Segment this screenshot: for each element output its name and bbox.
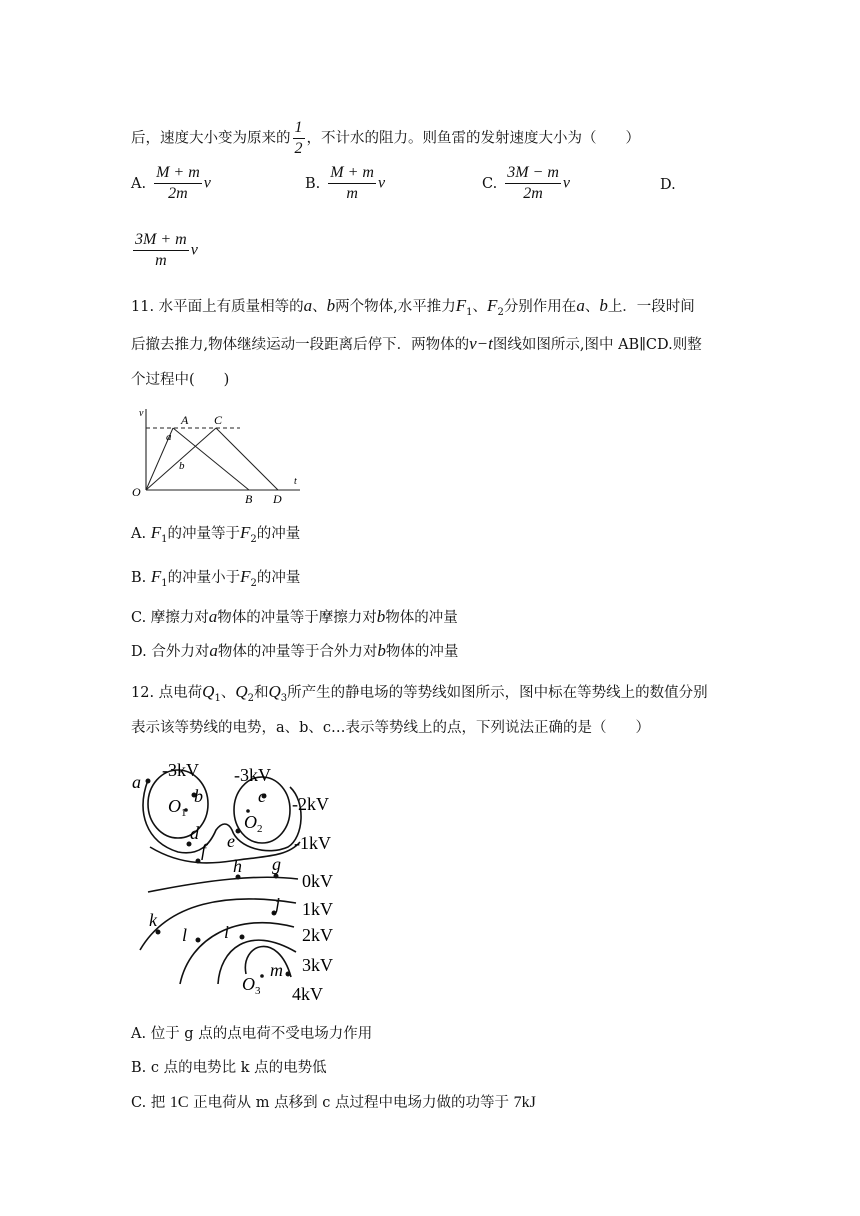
frac-num: M + m — [154, 163, 202, 184]
stem-text: 和 — [253, 685, 269, 701]
option-text: C. 摩擦力对 — [131, 610, 209, 626]
stem-text: 分别作用在 — [503, 299, 577, 315]
label-c: c — [258, 786, 266, 806]
q11-stem-line-3 — [131, 370, 229, 390]
label-f: f — [201, 840, 207, 860]
var-a: a — [576, 296, 585, 315]
label-4kV: 4kV — [292, 984, 323, 1004]
var-v: v — [190, 241, 198, 259]
label-b: b — [179, 460, 185, 472]
label-O1: $O_1$ — [168, 796, 187, 819]
frac-num: 3M + m — [133, 230, 189, 251]
label-i: i — [224, 922, 230, 942]
option-text: C. 把 — [131, 1095, 170, 1111]
line-OC — [146, 428, 216, 490]
point-g — [274, 874, 279, 879]
vt-graph — [128, 404, 306, 506]
option-text: 的冲量 — [256, 570, 301, 586]
point-f — [196, 859, 201, 864]
sep: 、 — [312, 299, 327, 315]
var-b: b — [599, 296, 608, 315]
stem-text: 两个物体,水平推力 — [335, 299, 456, 315]
var-v: v — [377, 174, 386, 192]
option-fraction — [505, 163, 561, 204]
sep: 、 — [584, 299, 600, 315]
label-j: j — [275, 894, 281, 914]
q11-option-c[interactable] — [131, 607, 458, 628]
stem-text: 个过程中( ) — [131, 372, 230, 388]
q11-option-d[interactable] — [131, 641, 458, 662]
q11-option-b[interactable] — [131, 567, 300, 594]
stem-text: 所产生的静电场的等势线如图所示，图中标在等势线上的数值分别 — [287, 685, 708, 701]
q10-stem-text-2: ，不计水的阻力。则鱼雷的发射速度大小为（ ） — [306, 130, 640, 147]
value-1C: 1C — [169, 1094, 189, 1111]
var-Q: Q — [235, 682, 248, 701]
var-F: F — [150, 523, 162, 542]
equipotential-diagram — [128, 752, 378, 1008]
option-text: 的冲量小于 — [167, 570, 241, 586]
label-h: h — [233, 856, 242, 876]
q11-stem-line-2 — [131, 334, 702, 355]
sub: 1 — [214, 692, 221, 704]
label-k: k — [149, 910, 157, 930]
option-text: 的冲量 — [256, 526, 301, 542]
frac-den: m — [155, 252, 167, 269]
label-2kV: 2kV — [302, 925, 333, 945]
var-Q: Q — [202, 682, 215, 701]
label-m: m — [270, 960, 283, 980]
q10-option-d-label[interactable] — [660, 175, 676, 195]
frac-num: 3M − m — [505, 163, 561, 184]
line-CD — [216, 428, 278, 490]
frac-den: 2 — [294, 140, 303, 157]
point-l — [196, 938, 201, 943]
var-a: a — [303, 296, 313, 315]
minus2-line — [143, 780, 301, 853]
point-O3 — [260, 974, 264, 978]
q11-option-a[interactable] — [131, 523, 300, 550]
q12-option-b[interactable] — [131, 1058, 327, 1078]
var-F: F — [240, 567, 251, 586]
frac-den: m — [346, 185, 358, 202]
var-b: b — [326, 296, 336, 315]
label-0kV: 0kV — [302, 871, 333, 891]
label-A: A — [181, 413, 189, 427]
q10-option-a[interactable] — [131, 163, 211, 204]
option-text: 物体的冲量等于合外力对 — [217, 644, 378, 660]
q11-stem-line-1 — [131, 296, 695, 323]
label-l: l — [182, 925, 188, 945]
sub: 3 — [280, 692, 288, 704]
q10-option-d[interactable] — [131, 230, 198, 271]
question-number: 12. — [131, 685, 155, 701]
var-F: F — [239, 523, 251, 542]
label-D: D — [273, 492, 282, 506]
var-F: F — [150, 567, 162, 586]
label-minus1: -1kV — [294, 833, 331, 853]
value-7kJ: 7kJ — [513, 1094, 536, 1111]
fraction-one-half — [293, 118, 305, 159]
label-O: O — [132, 485, 141, 499]
label-e: e — [227, 831, 235, 851]
q12-stem-line-2 — [131, 718, 650, 738]
stem-text: 点电荷 — [158, 685, 203, 701]
sub: 1 — [161, 577, 168, 589]
label-C: C — [214, 413, 223, 427]
option-text: B. c 点的电势比 k 点的电势低 — [131, 1060, 327, 1076]
point-a — [146, 779, 151, 784]
four-line — [245, 946, 291, 977]
option-fraction — [154, 163, 202, 204]
stem-text: 水平面上有质量相等的 — [158, 299, 304, 315]
option-label: B. — [305, 175, 321, 192]
stem-text: 图线如图所示,图中 AB∥CD.则整 — [492, 337, 702, 353]
label-O2: $O_2$ — [244, 812, 263, 835]
q10-option-c[interactable] — [482, 163, 570, 204]
label-b: b — [194, 786, 203, 806]
label-minus3-left: -3kV — [162, 760, 199, 780]
label-g: g — [272, 854, 281, 874]
var-Q: Q — [268, 682, 281, 701]
option-fraction — [328, 163, 376, 204]
option-text: 的冲量等于 — [167, 526, 240, 542]
sep: 、 — [472, 299, 488, 315]
point-k — [156, 930, 161, 935]
point-m — [286, 972, 291, 977]
frac-den: 2m — [523, 185, 543, 202]
label-t: t — [294, 476, 297, 487]
var-b: b — [377, 641, 386, 660]
option-text: A. 位于 g 点的点电荷不受电场力作用 — [131, 1026, 373, 1042]
label-d: d — [190, 823, 199, 843]
sub: 2 — [247, 692, 254, 704]
stem-text: 表示该等势线的电势，a、b、c…表示等势线上的点，下列说法正确的是（ ） — [131, 720, 651, 736]
frac-num: M + m — [328, 163, 376, 184]
zero-line — [148, 877, 298, 892]
var-a: a — [209, 641, 218, 660]
q12-option-a[interactable] — [131, 1024, 372, 1044]
label-O3: $O_3$ — [242, 974, 261, 997]
option-label: A. — [131, 526, 151, 542]
question-number: 11. — [131, 299, 155, 315]
var-F: F — [487, 296, 498, 315]
label-v: v — [139, 408, 144, 419]
frac-num: 1 — [293, 118, 305, 139]
label-minus2: -2kV — [292, 794, 329, 814]
point-e — [236, 829, 241, 834]
q10-stem-text: 后，速度大小变为原来的 — [131, 130, 291, 147]
label-1kV: 1kV — [302, 899, 333, 919]
point-i — [240, 935, 245, 940]
var-v: v — [562, 174, 570, 192]
label-B: B — [245, 492, 253, 506]
option-label: D. — [660, 177, 676, 193]
stem-text: 上．一段时间 — [607, 299, 695, 315]
label-3kV: 3kV — [302, 955, 333, 975]
var-b: b — [376, 607, 386, 626]
q12-option-c[interactable] — [131, 1093, 536, 1113]
option-text: 物体的冲量等于摩擦力对 — [217, 610, 377, 626]
sub: 2 — [250, 533, 257, 545]
option-fraction — [133, 230, 189, 271]
sub: 2 — [497, 306, 504, 318]
sub: 1 — [161, 533, 168, 545]
sub: 1 — [466, 306, 473, 318]
frac-den: 2m — [168, 185, 188, 202]
option-text: 正电荷从 m 点移到 c 点过程中电场力做的功等于 — [188, 1095, 514, 1111]
var-vt: v−t — [469, 334, 493, 353]
stem-text: 后撤去推力,物体继续运动一段距离后停下．两物体的 — [131, 337, 470, 353]
option-label: A. — [131, 175, 147, 192]
q10-stem-line — [131, 118, 640, 159]
q12-stem-line-1 — [131, 682, 708, 709]
q10-option-b[interactable] — [305, 163, 385, 204]
option-text: 物体的冲量 — [385, 644, 459, 660]
option-text: D. 合外力对 — [131, 644, 210, 660]
var-a: a — [208, 607, 218, 626]
option-text: 物体的冲量 — [385, 610, 458, 626]
line-AB — [173, 428, 249, 490]
var-F: F — [455, 296, 467, 315]
label-a: a — [166, 431, 172, 443]
option-label: C. — [482, 175, 498, 192]
option-label: B. — [131, 570, 151, 586]
sep: 、 — [220, 685, 236, 701]
label-a: a — [132, 772, 141, 792]
label-minus3-right: -3kV — [234, 765, 271, 785]
sub: 2 — [250, 577, 257, 589]
var-v: v — [203, 174, 211, 192]
